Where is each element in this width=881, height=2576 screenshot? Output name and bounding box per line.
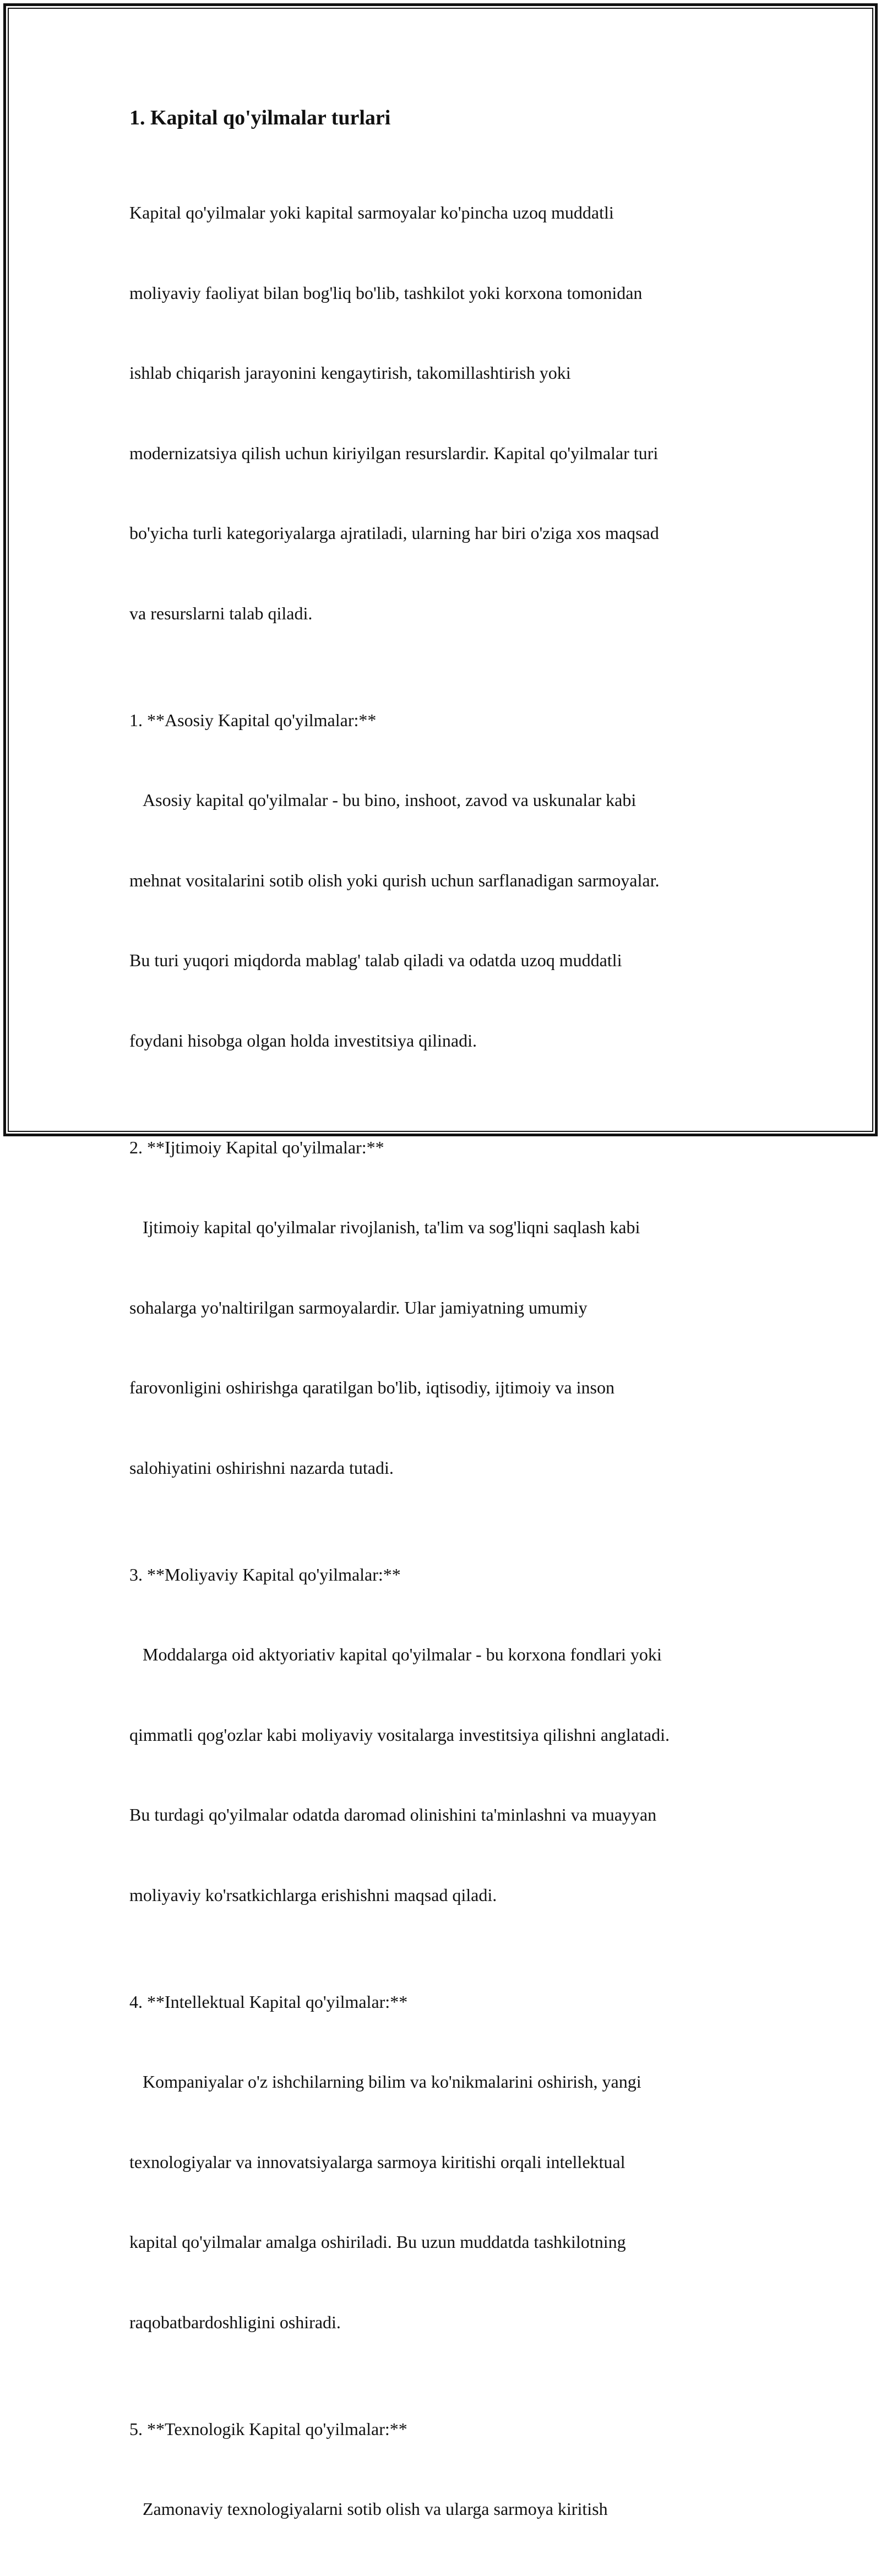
- section-line: texnologiyalar va innovatsiyalarga sarmoya kiritishi orqali intellektual: [129, 2152, 626, 2172]
- section-line: Zamonaviy texnologiyalarni sotib olish va ularga sarmoya kiritish: [129, 2499, 608, 2519]
- section-ijtimoiy: [129, 1134, 763, 1535]
- section-line: Bu turi yuqori miqdorda mablag' talab qiladi va odatda uzoq muddatli: [129, 950, 622, 970]
- section-body: [129, 1588, 763, 1962]
- section-line: kapital qo'yilmalar amalga oshiriladi. Bu uzun muddatda tashkilotning: [129, 2232, 626, 2252]
- intro-line: bo'yicha turli kategoriyalarga ajratiladi, ularning har biri o'ziga xos maqsad: [129, 523, 659, 543]
- intro-line: modernizatsiya qilish uchun kiriyilgan resurslardir. Kapital qo'yilmalar turi: [129, 443, 659, 463]
- section-line: sohalarga yo'naltirilgan sarmoyalardir. Ular jamiyatning umumiy: [129, 1297, 588, 1317]
- section-line: salohiyatini oshirishni nazarda tutadi.: [129, 1457, 394, 1478]
- section-heading: 3. **Moliyaviy Kapital qo'yilmalar:**: [129, 1564, 401, 1584]
- section-heading: 2. **Ijtimoiy Kapital qo'yilmalar:**: [129, 1137, 384, 1157]
- intro-line: va resurslarni talab qiladi.: [129, 603, 313, 623]
- section-line: qimmatli qog'ozlar kabi moliyaviy vositalarga investitsiya qilishni anglatadi.: [129, 1724, 670, 1745]
- section-line: mehnat vositalarini sotib olish yoki qurish uchun sarflanadigan sarmoyalar.: [129, 870, 660, 890]
- document-title: 1. Kapital qo'yilmalar turlari: [129, 106, 391, 129]
- section-line: Moddalarga oid aktyoriativ kapital qo'yilmalar - bu korxona fondlari yoki: [129, 1644, 662, 1664]
- section-line: Bu turdagi qo'yilmalar odatda daromad olinishini ta'minlashni va muayyan: [129, 1805, 657, 1825]
- section-heading: 5. **Texnologik Kapital qo'yilmalar:**: [129, 2419, 407, 2439]
- section-line: Ijtimoiy kapital qo'yilmalar rivojlanish, ta'lim va sog'liqni saqlash kabi: [129, 1217, 640, 1237]
- intro-line: Kapital qo'yilmalar yoki kapital sarmoyalar ko'pincha uzoq muddatli: [129, 203, 614, 222]
- intro-line: ishlab chiqarish jarayonini kengaytirish, takomillashtirish yoki: [129, 363, 571, 383]
- section-texnologik: [129, 2416, 763, 2576]
- section-line: Asosiy kapital qo'yilmalar - bu bino, inshoot, zavod va uskunalar kabi: [129, 790, 637, 810]
- intro-paragraph: [129, 146, 763, 680]
- section-body: [129, 733, 763, 1107]
- section-asosiy: [129, 707, 763, 1108]
- intro-line: moliyaviy faoliyat bilan bog'liq bo'lib, tashkilot yoki korxona tomonidan: [129, 282, 643, 303]
- section-line: foydani hisobga olgan holda investitsiya qilinadi.: [129, 1030, 477, 1050]
- section-line: raqobatbardoshligini oshiradi.: [129, 2312, 341, 2332]
- section-heading: 1. **Asosiy Kapital qo'yilmalar:**: [129, 710, 377, 730]
- section-line: farovonligini oshirishga qaratilgan bo'lib, iqtisodiy, ijtimoiy va inson: [129, 1377, 614, 1397]
- section-body: [129, 2015, 763, 2389]
- section-heading: 4. **Intellektual Kapital qo'yilmalar:**: [129, 1991, 408, 2012]
- document-body: [129, 102, 763, 2576]
- section-line: Kompaniyalar o'z ishchilarning bilim va ko'nikmalarini oshirish, yangi: [129, 2072, 641, 2092]
- section-intellektual: [129, 1989, 763, 2389]
- section-moliyaviy: [129, 1561, 763, 1962]
- section-line: moliyaviy ko'rsatkichlarga erishishni maqsad qiladi.: [129, 1885, 497, 1905]
- section-body: [129, 1161, 763, 1534]
- section-body: [129, 2442, 763, 2576]
